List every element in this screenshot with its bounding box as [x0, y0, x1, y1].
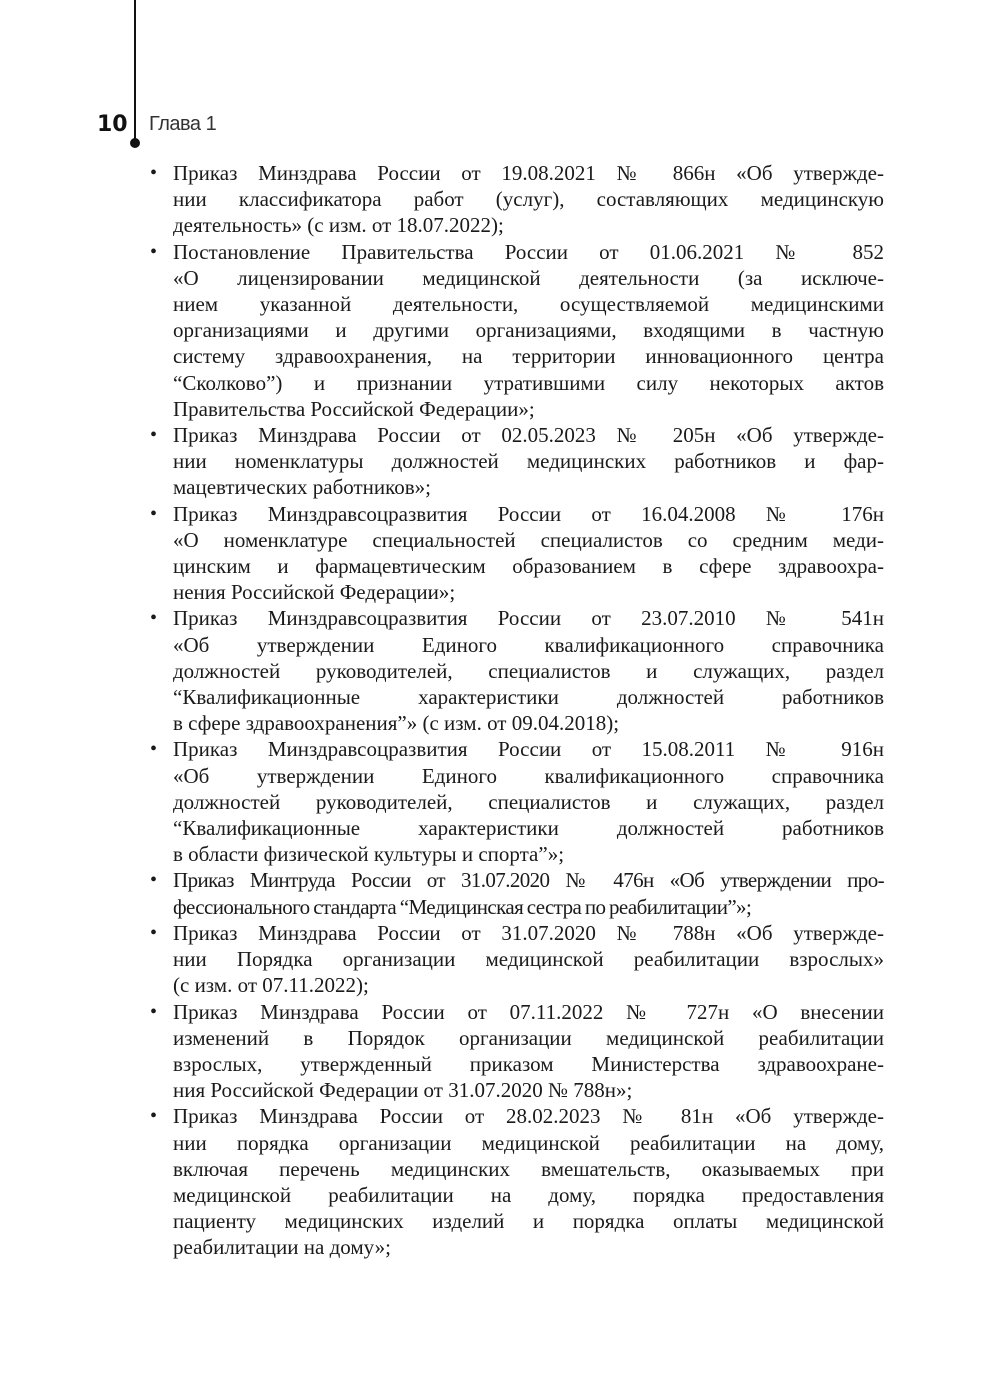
margin-rule-dot: [130, 138, 140, 148]
text-line: фессионального стандарта “Медицинская сестра по реабилитации”»;: [173, 894, 752, 919]
text-line: нии Порядка организации медицинской реабилитации взрослых»: [173, 947, 884, 972]
list-item: [150, 920, 884, 999]
text-line: Постановление Правительства России от 01.06.2021 № 852: [173, 239, 884, 264]
text-line: (с изм. от 07.11.2022);: [173, 973, 369, 998]
text-line: деятельность» (с изм. от 18.07.2022);: [173, 213, 504, 238]
text-line: ния Российской Федерации от 31.07.2020 № 788н»;: [173, 1078, 633, 1103]
text-line: Правительства Российской Федерации»;: [173, 396, 535, 421]
text-line: организациями и другими организациями, входящими в частную: [173, 318, 884, 343]
list-item: [150, 867, 884, 919]
bullet-icon: •: [150, 424, 158, 447]
list-item: [150, 160, 884, 239]
text-line: систему здравоохранения, на территории инновационного центра: [173, 344, 884, 369]
list-item: [150, 1103, 884, 1260]
list-item: [150, 422, 884, 501]
bullet-icon: •: [150, 607, 158, 630]
text-line: должностей руководителей, специалистов и служащих, раздел: [173, 658, 884, 683]
page-number: 10: [97, 112, 128, 137]
text-line: Приказ Минтруда России от 31.07.2020 № 476н «Об утверждении про-: [173, 868, 884, 893]
list-item: [150, 605, 884, 736]
text-line: в сфере здравоохранения”» (с изм. от 09.04.2018);: [173, 711, 620, 736]
text-line: взрослых, утвержденный приказом Министерства здравоохране-: [173, 1051, 884, 1076]
bullet-icon: •: [150, 240, 158, 263]
text-line: нии порядка организации медицинской реабилитации на дому,: [173, 1130, 884, 1155]
bullet-icon: •: [150, 738, 158, 761]
text-line: нии номенклатуры должностей медицинских работников и фар-: [173, 449, 884, 474]
text-line: Приказ Минздрава России от 02.05.2023 № 205н «Об утвержде-: [173, 423, 884, 448]
text-line: нения Российской Федерации»;: [173, 580, 456, 605]
text-line: реабилитации на дому»;: [173, 1235, 391, 1260]
regulation-list: [150, 160, 884, 1261]
text-line: «О лицензировании медицинской деятельности (за исключе-: [173, 265, 884, 290]
text-line: изменений в Порядок организации медицинской реабилитации: [173, 1025, 884, 1050]
list-item: [150, 501, 884, 606]
bullet-icon: •: [150, 1000, 158, 1023]
bullet-icon: •: [150, 162, 158, 184]
text-line: «О номенклатуре специальностей специалистов со средним меди-: [173, 527, 884, 552]
text-line: “Квалификационные характеристики должностей работников: [173, 816, 884, 841]
text-line: нии классификатора работ (услуг), составляющих медицинскую: [173, 187, 884, 212]
text-line: Приказ Минздравсоцразвития России от 16.04.2008 № 176н: [173, 501, 884, 526]
bullet-icon: •: [150, 1105, 158, 1128]
bullet-icon: •: [150, 921, 158, 944]
text-line: Приказ Минздравсоцразвития России от 23.07.2010 № 541н: [173, 606, 884, 631]
text-line: пациенту медицинских изделий и порядка оплаты медицинской: [173, 1209, 884, 1234]
text-line: Приказ Минздрава России от 07.11.2022 № 727н «О внесении: [173, 999, 884, 1024]
text-line: мацевтических работников»;: [173, 475, 432, 500]
text-line: «Об утверждении Единого квалификационного справочника: [173, 763, 884, 788]
text-line: Приказ Минздрава России от 31.07.2020 № 788н «Об утвержде-: [173, 920, 884, 945]
text-line: Приказ Минздрава России от 28.02.2023 № 81н «Об утвержде-: [173, 1104, 884, 1129]
list-item: [150, 999, 884, 1104]
text-line: Приказ Минздравсоцразвития России от 15.08.2011 № 916н: [173, 737, 884, 762]
list-item: [150, 239, 884, 422]
text-line: Приказ Минздрава России от 19.08.2021 № 866н «Об утвержде-: [173, 161, 884, 185]
text-line: “Сколково”) и признании утратившими силу некоторых актов: [173, 370, 884, 395]
margin-rule: [134, 0, 136, 143]
text-line: нием указанной деятельности, осуществляемой медицинскими: [173, 292, 884, 317]
text-line: «Об утверждении Единого квалификационного справочника: [173, 632, 884, 657]
text-line: должностей руководителей, специалистов и служащих, раздел: [173, 789, 884, 814]
text-line: медицинской реабилитации на дому, порядка предоставления: [173, 1182, 884, 1207]
text-line: “Квалификационные характеристики должностей работников: [173, 685, 884, 710]
bullet-icon: •: [150, 869, 158, 892]
text-line: цинским и фармацевтическим образованием в сфере здравоохра-: [173, 554, 884, 579]
text-line: в области физической культуры и спорта”»;: [173, 842, 565, 867]
bullet-icon: •: [150, 502, 158, 525]
running-header-chapter: Глава 1: [149, 113, 217, 135]
list-item: [150, 736, 884, 867]
text-line: включая перечень медицинских вмешательств, оказываемых при: [173, 1156, 884, 1181]
